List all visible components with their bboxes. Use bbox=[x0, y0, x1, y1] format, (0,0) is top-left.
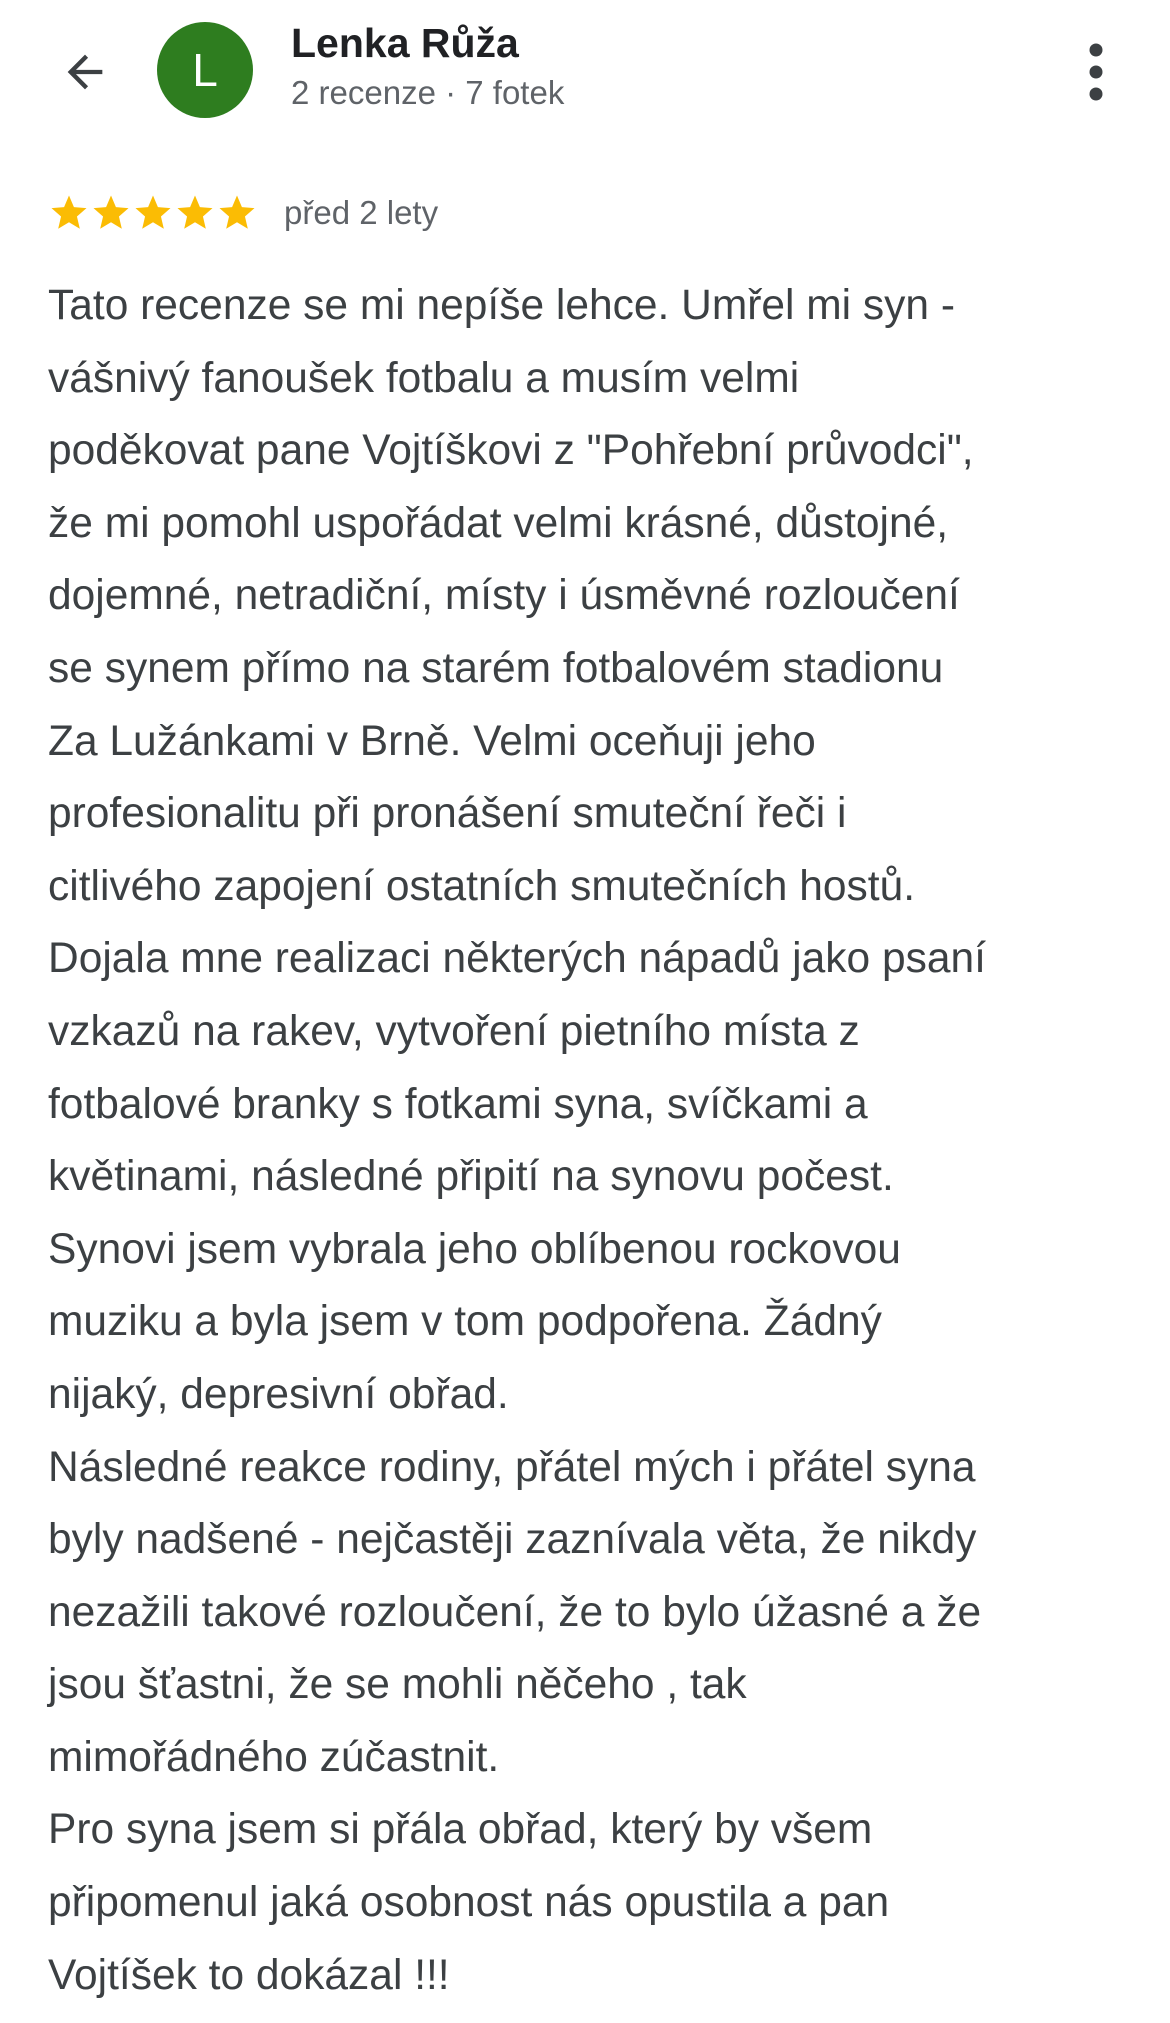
star-icon bbox=[174, 192, 216, 234]
review-line: citlivého zapojení ostatních smutečních hostů. bbox=[48, 862, 916, 910]
review-line: Synovi jsem vybrala jeho oblíbenou rockovou bbox=[48, 1225, 901, 1273]
review-line: byly nadšené - nejčastěji zaznívala věta, že nikdy bbox=[48, 1516, 977, 1564]
review-line: květinami, následné připití na synovu počest. bbox=[48, 1153, 894, 1201]
review-line: se synem přímo na starém fotbalovém stadionu bbox=[48, 644, 944, 692]
review-line: muziku a byla jsem v tom podpořena. Žádný bbox=[48, 1298, 882, 1346]
review-line: Dojala mne realizaci některých nápadů jako psaní bbox=[48, 935, 986, 983]
more-options-button[interactable] bbox=[1066, 38, 1126, 106]
review-date: před 2 lety bbox=[284, 194, 439, 231]
review-line: nijaký, depresivní obřad. bbox=[48, 1370, 509, 1418]
review-line: jsou šťastni, že se mohli něčeho , tak bbox=[48, 1661, 747, 1709]
author-name[interactable]: Lenka Růža bbox=[291, 20, 519, 66]
review-line: vášnivý fanoušek fotbalu a musím velmi bbox=[48, 354, 800, 402]
more-vert-icon bbox=[1086, 40, 1106, 104]
arrow-back-icon bbox=[59, 46, 111, 98]
review-line: Za Lužánkami v Brně. Velmi oceňuji jeho bbox=[48, 717, 816, 765]
review-line: vzkazů na rakev, vytvoření pietního místa z bbox=[48, 1007, 860, 1055]
avatar[interactable] bbox=[157, 22, 253, 118]
star-icon bbox=[90, 192, 132, 234]
review-text bbox=[48, 270, 1138, 2012]
avatar-letter: L bbox=[192, 44, 218, 96]
review-line: fotbalové branky s fotkami syna, svíčkami a bbox=[48, 1080, 868, 1128]
review-line: Vojtíšek to dokázal !!! bbox=[48, 1951, 450, 1999]
author-meta: 2 recenze · 7 fotek bbox=[291, 74, 565, 111]
review-line: Pro syna jsem si přála obřad, který by všem bbox=[48, 1806, 873, 1854]
rating-row bbox=[48, 187, 438, 239]
review-line: dojemné, netradiční, místy i úsměvné rozloučení bbox=[48, 572, 960, 620]
review-line: Tato recenze se mi nepíše lehce. Umřel mi syn - bbox=[48, 282, 956, 329]
review-line: poděkovat pane Vojtíškovi z "Pohřební průvodci", bbox=[48, 427, 974, 475]
back-button[interactable] bbox=[48, 35, 122, 109]
review-line: připomenul jaká osobnost nás opustila a pan bbox=[48, 1879, 890, 1927]
star-icon bbox=[132, 192, 174, 234]
review-line: že mi pomohl uspořádat velmi krásné, důstojné, bbox=[48, 499, 949, 547]
star-icon bbox=[216, 192, 258, 234]
review-line: profesionalitu při pronášení smuteční řeči i bbox=[48, 790, 847, 838]
star-icon bbox=[48, 192, 90, 234]
review-header bbox=[0, 0, 1170, 150]
star-rating bbox=[48, 192, 258, 234]
review-line: mimořádného zúčastnit. bbox=[48, 1733, 500, 1781]
review-line: Následné reakce rodiny, přátel mých i přátel syna bbox=[48, 1443, 976, 1491]
review-line: nezažili takové rozloučení, že to bylo úžasné a že bbox=[48, 1588, 982, 1636]
